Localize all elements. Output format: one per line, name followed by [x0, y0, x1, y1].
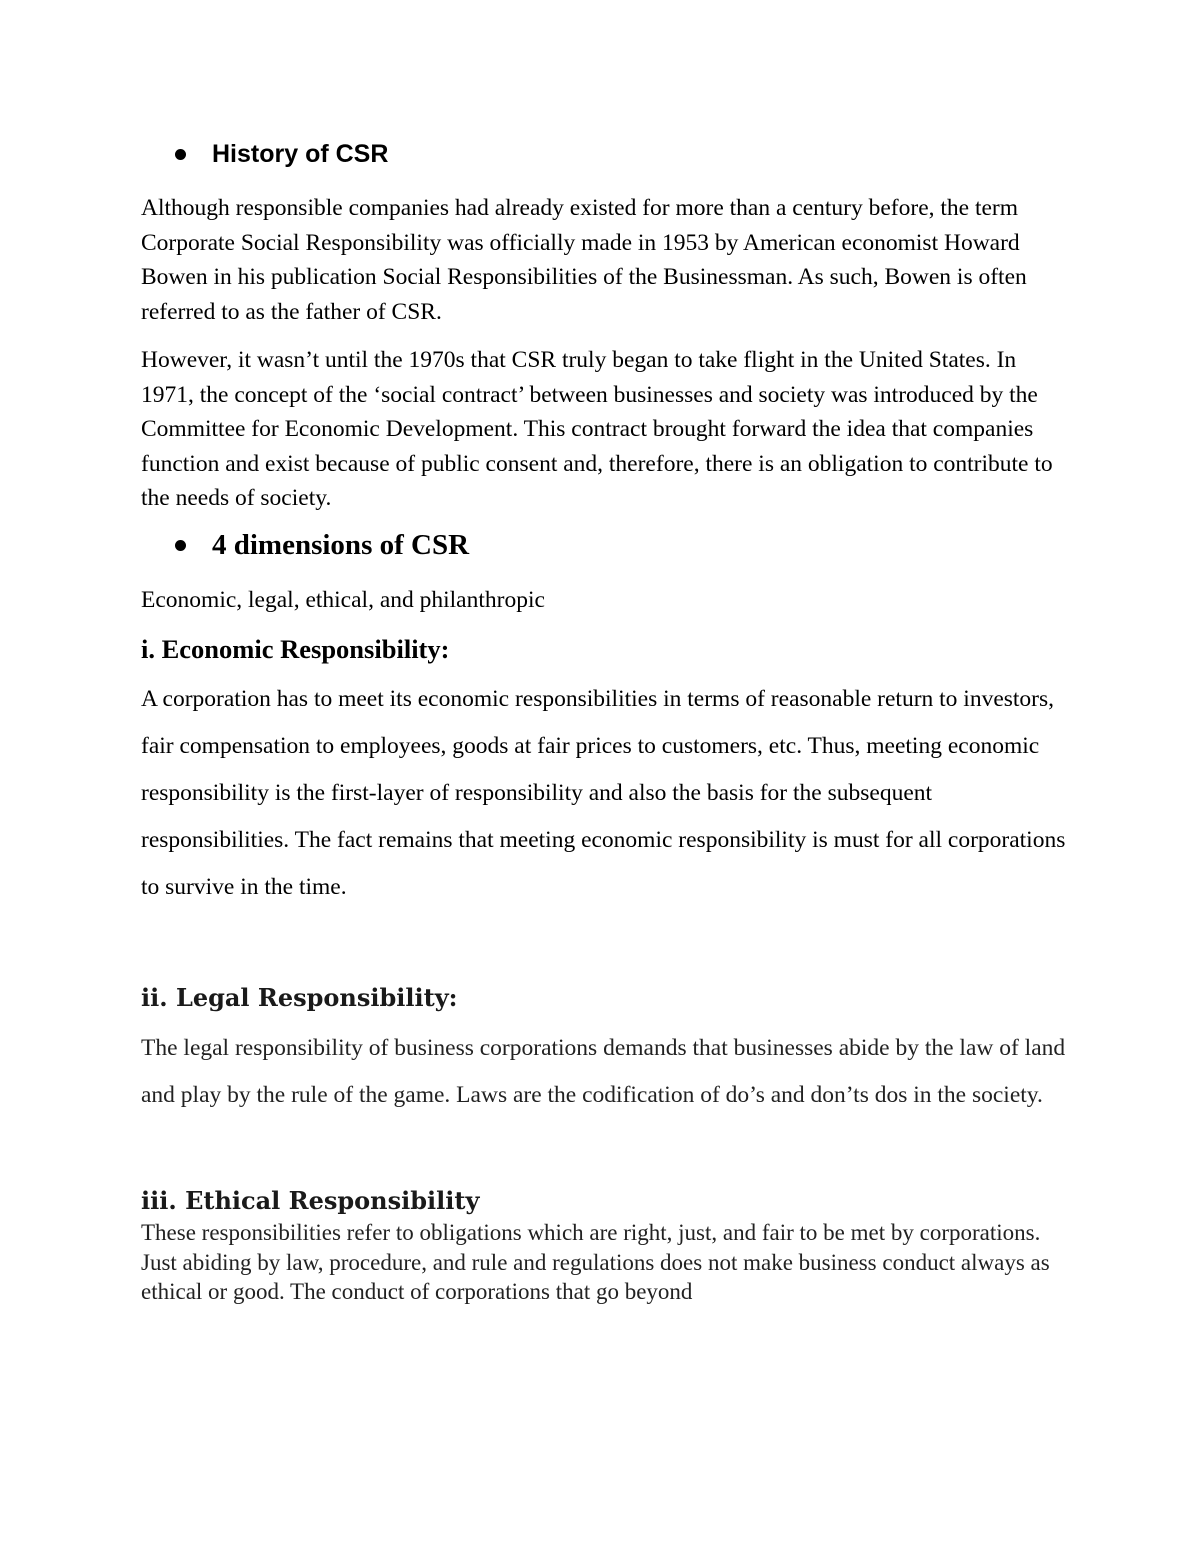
history-heading: History of CSR: [212, 140, 389, 168]
history-heading-row: [175, 140, 388, 169]
history-paragraph-2: However, it wasn’t until the 1970s that CSR truly began to take flight in the United States. In 1971, the concept of the ‘social contract’ between businesses and society was introduced by the Committee for Economic Development. This contract brought forward the idea that companies function and exist because of public consent and, therefore, there is an obligation to contribute to the needs of society.: [141, 347, 1053, 511]
history-paragraph-1: Although responsible companies had already existed for more than a century before, the term Corporate Social Responsibility was officially made in 1953 by American economist Howard Bowen in his publication Social Responsibilities of the Businessman. As such, Bowen is often referred to as the father of CSR.: [141, 195, 1027, 325]
bullet-icon: [175, 540, 186, 551]
ethical-heading: iii. Ethical Responsibility: [141, 1186, 480, 1215]
legal-heading: ii. Legal Responsibility:: [141, 983, 458, 1012]
dimensions-heading-row: [175, 529, 469, 562]
ethical-text: These responsibilities refer to obligations which are right, just, and fair to be met by corporations. Just abiding by law, procedure, and rule and regulations does not make business conduct always as ethical or good. The conduct of corporations that go beyond: [141, 1220, 1050, 1304]
economic-text: A corporation has to meet its economic responsibilities in terms of reasonable return to investors, fair compensation to employees, goods at fair prices to customers, etc. Thus, meeting economic responsibility is the first-layer of responsibility and also the basis for the subsequent responsibilities. The fact remains that meeting economic responsibility is must for all corporations to survive in the time.: [141, 686, 1066, 900]
bullet-icon: [175, 149, 186, 160]
dimensions-heading: 4 dimensions of CSR: [212, 529, 470, 561]
dimensions-intro: Economic, legal, ethical, and philanthropic: [141, 587, 545, 613]
economic-heading: i. Economic Responsibility:: [141, 634, 450, 664]
legal-text: The legal responsibility of business corporations demands that businesses abide by the law of land and play by the rule of the game. Laws are the codification of do’s and don’ts dos in the society.: [141, 1035, 1066, 1108]
